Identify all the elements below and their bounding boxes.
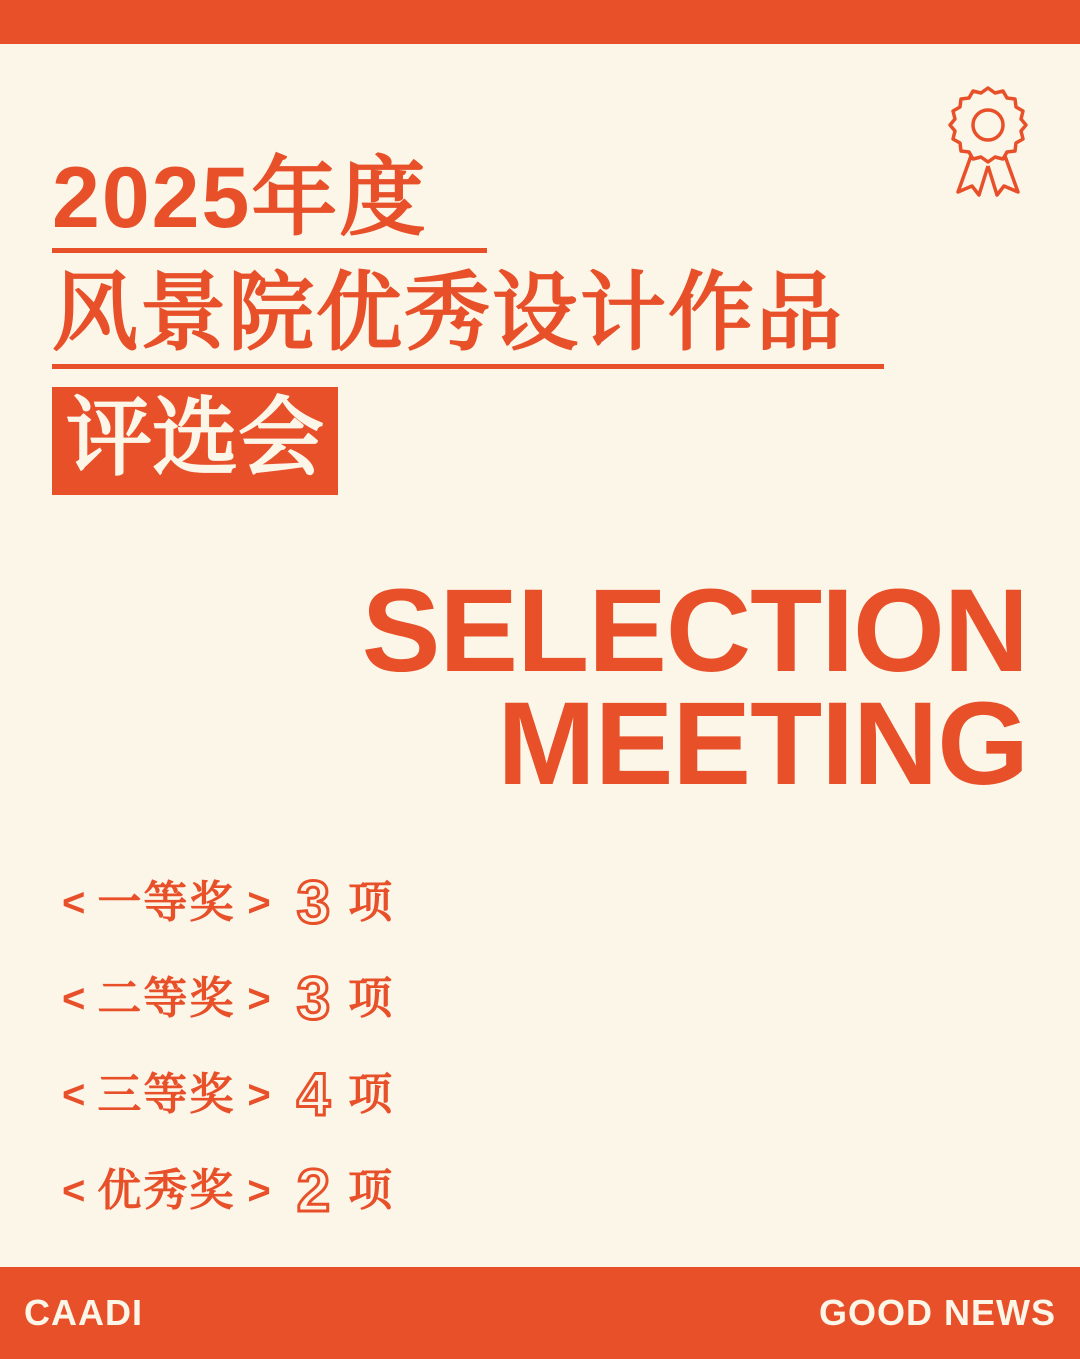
bracket-right-icon: > <box>247 977 271 1021</box>
title-en-line1: SELECTION <box>361 565 1028 697</box>
list-item <box>62 951 662 1047</box>
bracket-right-icon: > <box>247 1169 271 1213</box>
poster-title-english <box>361 565 1028 811</box>
award-count: 3 <box>296 965 331 1032</box>
bracket-right-icon: > <box>247 881 271 925</box>
title-line-highlight: 评选会 <box>52 387 338 495</box>
award-count: 4 <box>296 1061 331 1128</box>
bracket-left-icon: < <box>62 1169 86 1213</box>
title-line-main: 风景院优秀设计作品 <box>52 265 884 368</box>
footer-brand: CAADI <box>24 1292 143 1333</box>
bracket-left-icon: < <box>62 881 86 925</box>
award-unit: 项 <box>348 1070 393 1119</box>
award-unit: 项 <box>348 974 393 1023</box>
top-accent-bar <box>0 0 1080 44</box>
bracket-left-icon: < <box>62 977 86 1021</box>
list-item <box>62 1143 662 1239</box>
awards-list <box>62 855 662 1239</box>
title-line-year: 2025年度 <box>52 150 487 253</box>
award-count: 2 <box>296 1157 331 1224</box>
award-unit: 项 <box>348 1166 393 1215</box>
award-label: 一等奖 <box>97 878 236 927</box>
list-item <box>62 1047 662 1143</box>
award-label: 优秀奖 <box>97 1166 236 1215</box>
bracket-left-icon: < <box>62 1073 86 1117</box>
footer-tagline: GOOD NEWS <box>818 1292 1056 1333</box>
list-item <box>62 855 662 951</box>
poster-title-chinese <box>52 150 1002 495</box>
title-en-line2: MEETING <box>497 678 1028 811</box>
bracket-right-icon: > <box>247 1073 271 1117</box>
award-label: 三等奖 <box>97 1070 236 1119</box>
award-unit: 项 <box>348 878 393 927</box>
award-label: 二等奖 <box>97 974 236 1023</box>
footer-bar <box>0 1267 1080 1359</box>
award-count: 3 <box>296 869 331 936</box>
